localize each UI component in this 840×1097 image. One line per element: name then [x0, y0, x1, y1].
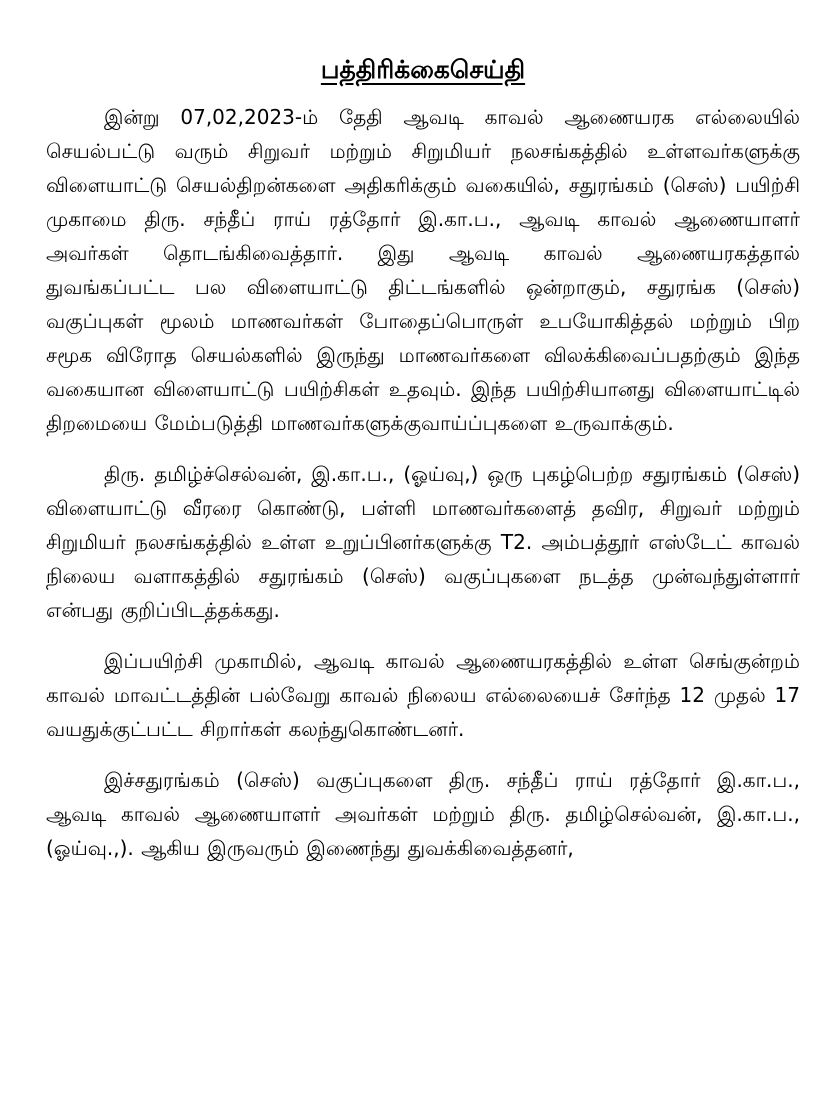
paragraph-2: திரு. தமிழ்ச்செல்வன், இ.கா.ப., (ஓய்வு,) ஒரு புகழ்பெற்ற சதுரங்கம் (செஸ்) விளையாட்டு வீரரை கொண்டு, பள்ளி மாணவர்களைத் தவிர, சிறுவர் மற்றும் சிறுமியர் நலசங்கத்தில் உள்ள உறுப்பினர்களுக்கு T2. அம்பத்தூர் எஸ்டேட் காவல் நிலைய வளாகத்தில் சதுரங்கம் (செஸ்) வகுப்புகளை நடத்த முன்வந்துள்ளார் என்பது குறிப்பிடத்தக்கது.	[46, 462, 801, 622]
paragraph-3: இப்பயிற்சி முகாமில், ஆவடி காவல் ஆணையரகத்தில் உள்ள செங்குன்றம் காவல் மாவட்டத்தின் பல்வேறு காவல் நிலைய எல்லையைச் சேர்ந்த 12 முதல் 17 வயதுக்குட்பட்ட சிறார்கள் கலந்துகொண்டனர்.	[46, 649, 800, 741]
page-title: பத்திரிக்கைசெய்தி	[320, 55, 526, 84]
press-release-page	[46, 50, 800, 882]
paragraph-1: இன்று 07,02,2023-ம் தேதி ஆவடி காவல் ஆணையரக எல்லையில் செயல்பட்டு வரும் சிறுவர் மற்றும் சிறுமியர் நலசங்கத்தில் உள்ளவர்களுக்கு விளையாட்டு செயல்திறன்களை அதிகரிக்கும் வகையில், சதுரங்கம் (செஸ்) பயிற்சி முகாமை திரு. சந்தீப் ராய் ரத்தோர் இ.கா.ப., ஆவடி காவல் ஆணையாளர் அவர்கள் தொடங்கிவைத்தார். இது ஆவடி காவல் ஆணையரகத்தால் துவங்கப்பட்ட பல விளையாட்டு திட்டங்களில் ஒன்றாகும், சதுரங்க (செஸ்) வகுப்புகள் மூலம் மாணவர்கள் போதைப்பொருள் உபயோகித்தல் மற்றும் பிற சமூக விரோத செயல்களில் இருந்து மாணவர்களை விலக்கிவைப்பதற்கும் இந்த வகையான விளையாட்டு பயிற்சிகள் உதவும். இந்த பயிற்சியானது விளையாட்டில் திறமையை மேம்படுத்தி மாணவர்களுக்குவாய்ப்புகளை உருவாக்கும்.	[46, 105, 800, 435]
paragraph-4: இச்சதுரங்கம் (செஸ்) வகுப்புகளை திரு. சந்தீப் ராய் ரத்தோர் இ.கா.ப., ஆவடி காவல் ஆணையாளர் அவர்கள் மற்றும் திரு. தமிழ்செல்வன், இ.கா.ப., (ஓய்வு.,). ஆகிய இருவரும் இணைந்து துவக்கிவைத்தனர்,	[46, 768, 800, 860]
